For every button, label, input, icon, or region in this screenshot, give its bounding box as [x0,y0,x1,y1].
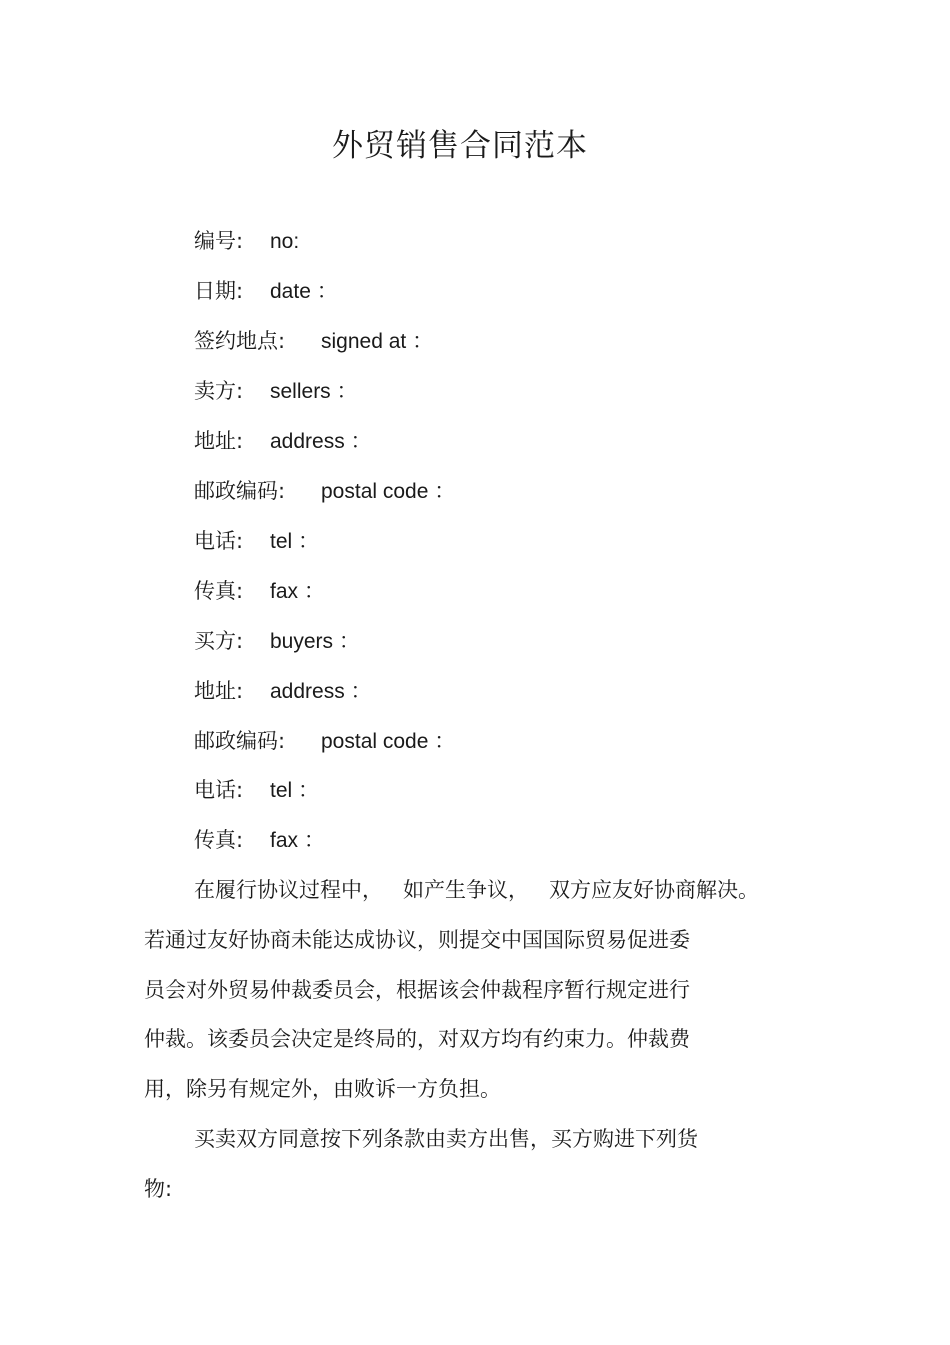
field-value: postal code ： [321,480,456,503]
paragraph-line: 用，除另有规定外，由败诉一方负担。 [144,1077,501,1101]
field-label: 电话: [194,529,244,553]
field-label: 签约地点: [194,329,286,353]
field-value: fax ： [270,580,325,603]
field-value: tel ： [270,779,320,802]
field-label: 日期: [194,279,244,303]
field-buyer-postal-code [194,726,455,756]
field-label: 传真: [194,579,244,603]
field-label: 地址: [194,679,244,703]
field-value: postal code ： [321,730,456,753]
paragraph-line: 买卖双方同意按下列条款由卖方出售，买方购进下列货 [194,1127,698,1151]
field-buyer-fax [194,825,325,855]
field-label: 邮政编码: [194,479,286,503]
field-value: no: [270,230,300,253]
field-value: address ： [270,430,372,453]
field-label: 地址: [194,429,244,453]
paragraph-line: 物: [144,1177,173,1201]
field-number [194,226,299,256]
field-buyers [194,626,360,656]
field-value: signed at ： [321,330,434,353]
field-value: fax ： [270,829,325,852]
paragraph-line: 员会对外贸易仲裁委员会，根据该会仲裁程序暂行规定进行 [144,978,690,1002]
paragraph-line: 在履行协议过程中， 如产生争议， 双方应友好协商解决。 [194,878,760,902]
field-value: address ： [270,680,372,703]
field-seller-tel [194,526,319,556]
document-title: 外贸销售合同范本 [332,128,588,164]
field-sellers [194,376,358,406]
paragraph-line: 若通过友好协商未能达成协议，则提交中国国际贸易促进委 [144,928,690,952]
field-buyer-tel [194,775,319,805]
field-label: 邮政编码: [194,729,286,753]
field-value: tel ： [270,530,320,553]
field-seller-fax [194,576,325,606]
field-buyer-address [194,676,372,706]
field-label: 买方: [194,629,244,653]
field-label: 编号: [194,229,244,253]
field-seller-postal-code [194,476,455,506]
field-seller-address [194,426,372,456]
field-label: 传真: [194,828,244,852]
field-date [194,276,338,306]
field-value: buyers ： [270,630,360,653]
field-label: 卖方: [194,379,244,403]
field-signed-at [194,326,433,356]
paragraph-line: 仲裁。该委员会决定是终局的，对双方均有约束力。仲裁费 [144,1027,690,1051]
field-label: 电话: [194,778,244,802]
field-value: date ： [270,280,338,303]
field-value: sellers ： [270,380,358,403]
